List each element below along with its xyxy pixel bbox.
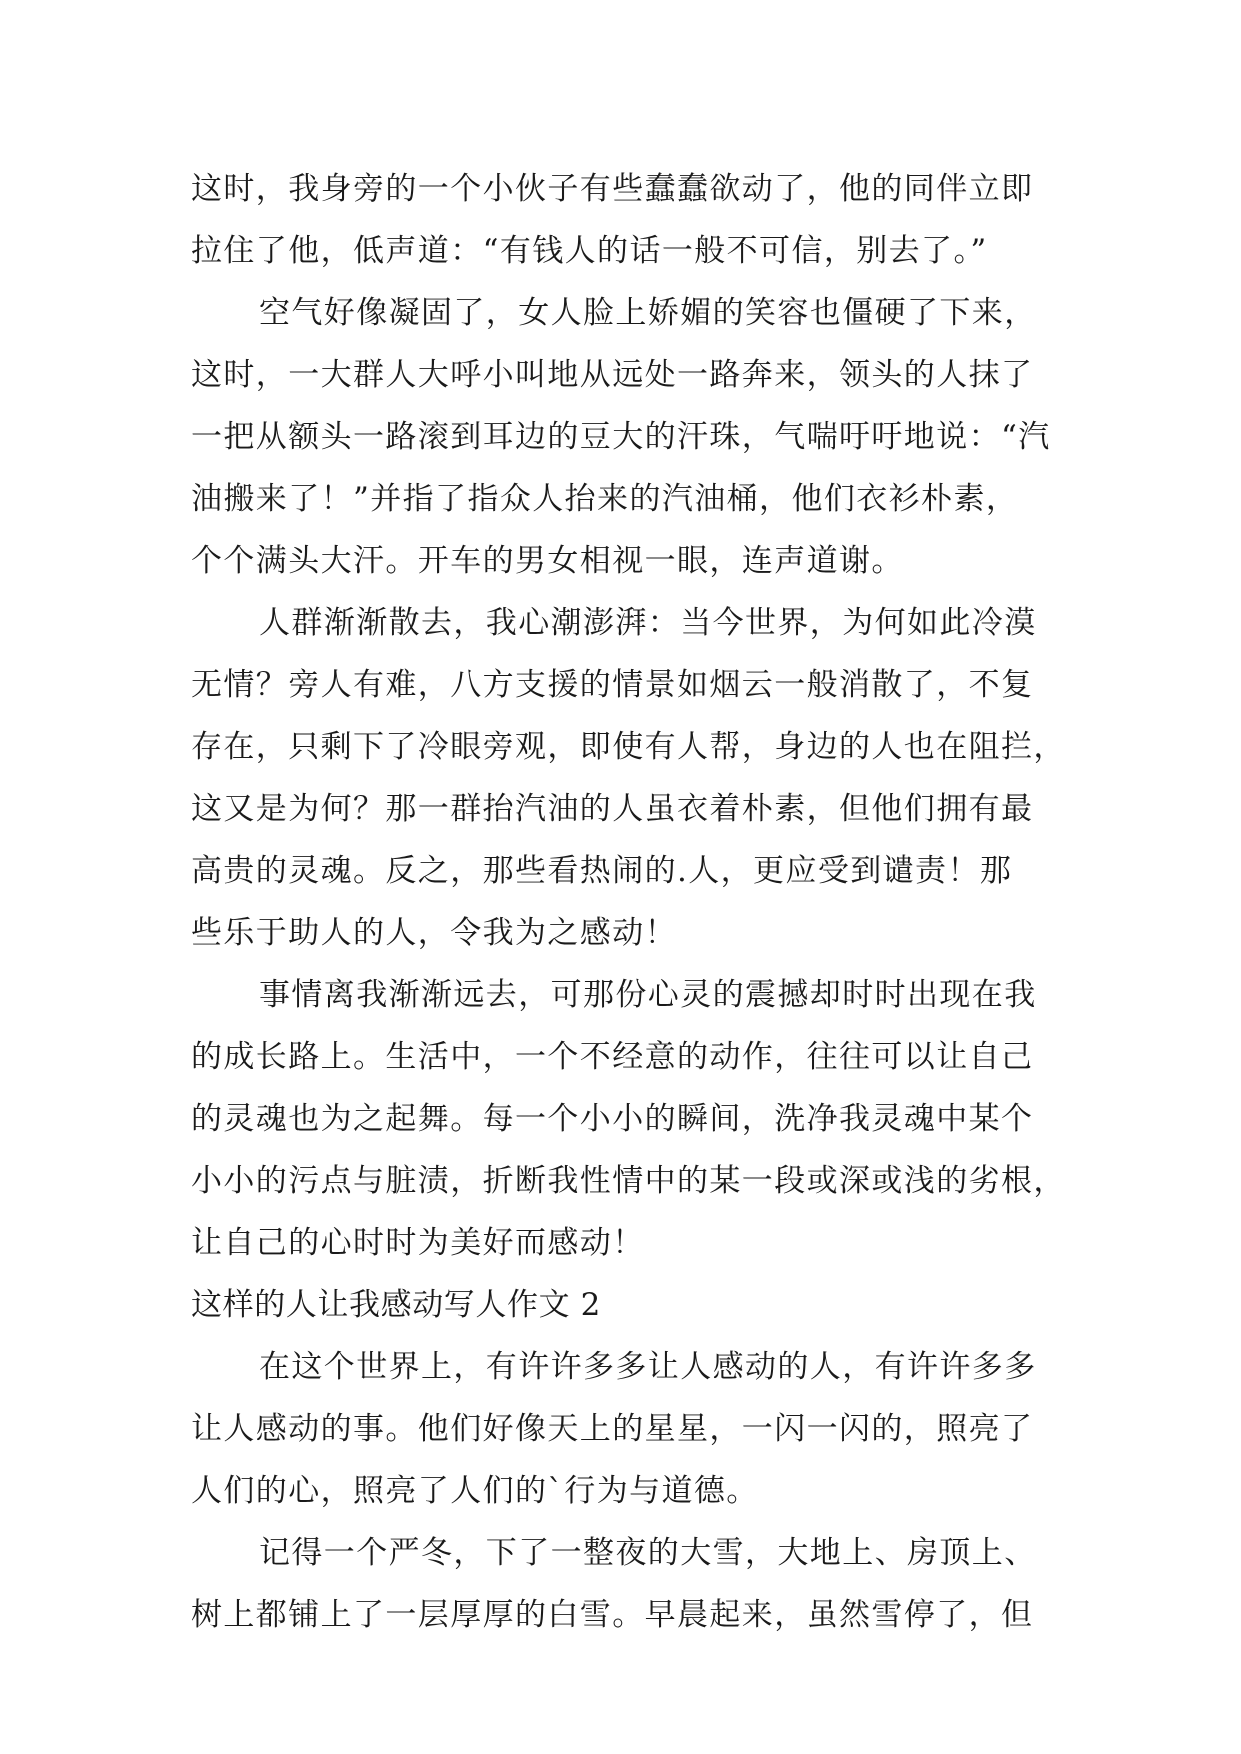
paragraph-start: 空气好像凝固了，女人脸上娇媚的笑容也僵硬了下来， [259,295,1037,331]
text-line: 让人感动的事。他们好像天上的星星，一闪一闪的，照亮了 [191,1411,1034,1447]
text-line: 让自己的心时时为美好而感动！ [191,1225,645,1261]
text-line: 无情？旁人有难，八方支援的情景如烟云一般消散了，不复 [191,667,1034,703]
text-line: 这时，一大群人大呼小叫地从远处一路奔来，领头的人抹了 [191,357,1034,393]
text-line: 小小的污点与脏渍，折断我性情中的某一段或深或浅的劣根， [191,1163,1066,1199]
text-line: 高贵的灵魂。反之，那些看热闹的.人，更应受到谴责！那 [191,853,1013,889]
text-line: 的灵魂也为之起舞。每一个小小的瞬间，洗净我灵魂中某个 [191,1101,1034,1137]
text-line: 些乐于助人的人，令我为之感动！ [191,915,677,951]
text-line: 一把从额头一路滚到耳边的豆大的汗珠，气喘吁吁地说：“汽 [191,419,1051,455]
text-line: 拉住了他，低声道：“有钱人的话一般不可信，别去了。” [191,233,988,269]
text-line: 树上都铺上了一层厚厚的白雪。早晨起来，虽然雪停了，但 [191,1597,1034,1633]
text-line: 油搬来了！”并指了指众人抬来的汽油桶，他们衣衫朴素， [191,481,1019,517]
text-line: 这又是为何？那一群抬汽油的人虽衣着朴素，但他们拥有最 [191,791,1034,827]
text-line: 人们的心，照亮了人们的`行为与道德。 [191,1473,759,1509]
essay-body [191,158,1081,1646]
paragraph-start: 事情离我渐渐远去，可那份心灵的震撼却时时出现在我 [259,977,1037,1013]
paragraph-start: 人群渐渐散去，我心潮澎湃：当今世界，为何如此冷漠 [259,605,1037,641]
paragraph-start: 记得一个严冬，下了一整夜的大雪，大地上、房顶上、 [259,1535,1037,1571]
text-line: 这时，我身旁的一个小伙子有些蠢蠢欲动了，他的同伴立即 [191,171,1034,207]
paragraph-start: 在这个世界上，有许许多多让人感动的人，有许许多多 [259,1349,1037,1385]
text-line: 存在，只剩下了冷眼旁观，即使有人帮，身边的人也在阻拦， [191,729,1066,765]
text-line: 个个满头大汗。开车的男女相视一眼，连声道谢。 [191,543,904,579]
section-title: 这样的人让我感动写人作文 2 [191,1287,601,1323]
text-line: 的成长路上。生活中，一个不经意的动作，往往可以让自己 [191,1039,1034,1075]
